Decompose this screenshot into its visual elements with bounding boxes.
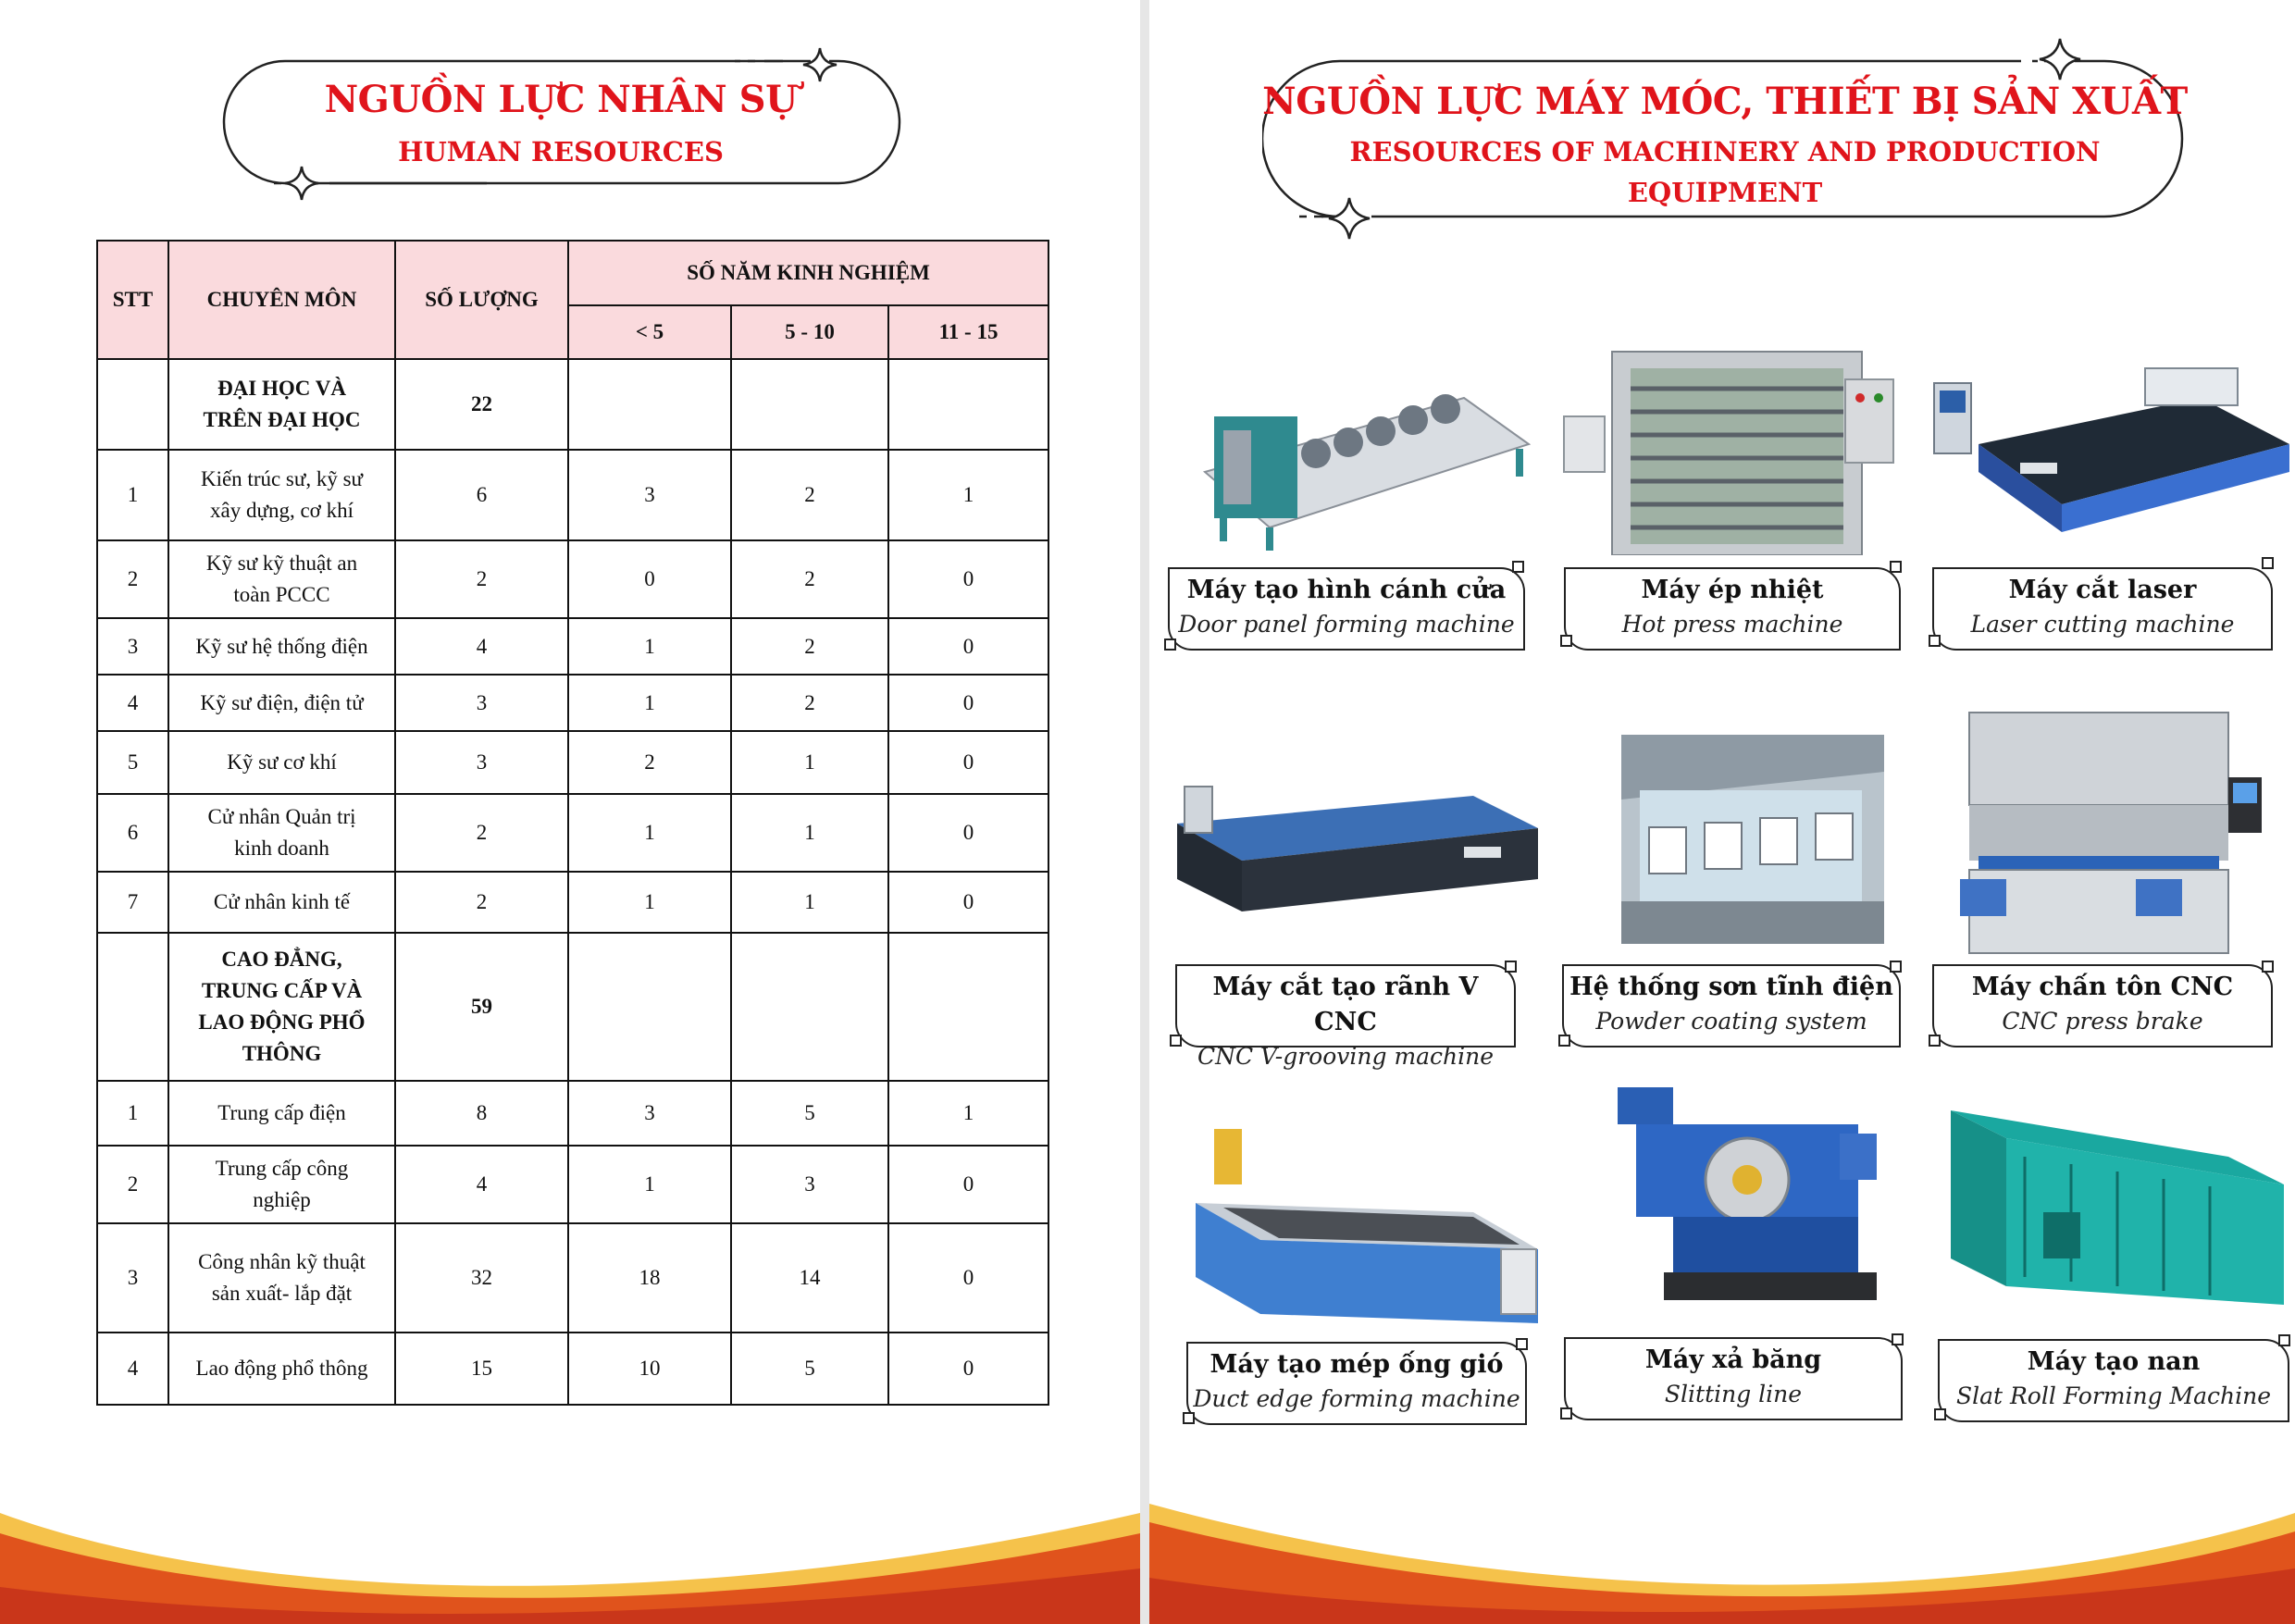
cell-lt5: 1 [568,618,731,675]
cell-5-10: 2 [731,450,888,540]
header-11-15: 11 - 15 [888,305,1048,359]
cell-stt: 4 [97,1333,168,1405]
header-stt: STT [97,241,168,359]
cell-lt5: 0 [568,540,731,618]
machine-label [1564,567,1901,651]
header-kinh-nghiem: SỐ NĂM KINH NGHIỆM [568,241,1048,305]
cell-chuyen-mon: Trung cấp công nghiệp [168,1146,395,1223]
cell-stt: 3 [97,618,168,675]
corner-square-icon [2278,1334,2290,1346]
cell-so-luong: 2 [395,794,568,872]
cell-chuyen-mon: ĐẠI HỌC VÀ TRÊN ĐẠI HỌC [168,359,395,450]
cell-5-10 [731,933,888,1081]
cell-stt: 1 [97,450,168,540]
machine-name-en: CNC V-grooving machine [1197,1043,1495,1070]
cell-5-10: 5 [731,1081,888,1146]
cell-lt5: 1 [568,675,731,731]
bottom-wave-decoration [0,1476,1140,1624]
table-row [97,872,1048,933]
header-lt5: < 5 [568,305,731,359]
cell-lt5: 18 [568,1223,731,1333]
machine-name-vi: Máy ép nhiệt [1641,576,1824,604]
corner-square-icon [1560,635,1572,647]
cell-chuyen-mon: Lao động phổ thông [168,1333,395,1405]
corner-square-icon [1560,1407,1572,1419]
cell-5-10: 1 [731,872,888,933]
laser-cutting-machine-image [1923,342,2293,555]
cell-chuyen-mon: Cử nhân kinh tế [168,872,395,933]
duct-edge-forming-machine-image [1168,1120,1547,1333]
cell-lt5: 3 [568,1081,731,1146]
machine-name-vi: Máy tạo hình cánh cửa [1186,576,1507,604]
page-left [0,0,1140,1624]
machine-card-powder-coating [1557,735,1908,1050]
table-row [97,618,1048,675]
cell-chuyen-mon: Kỹ sư hệ thống điện [168,618,395,675]
cell-11-15 [888,933,1048,1081]
door-panel-machine-image [1168,342,1538,555]
page-subtitle-line-1: RESOURCES OF MACHINERY AND PRODUCTION [1349,136,2101,167]
page-subtitle: HUMAN RESOURCES [398,136,724,167]
machine-label [1186,1342,1527,1425]
cell-so-luong: 59 [395,933,568,1081]
machine-name-vi: Máy tạo nan [2027,1347,2201,1376]
corner-square-icon [1890,961,1902,973]
corner-square-icon [1929,635,1941,647]
cell-11-15: 0 [888,1146,1048,1223]
table-row [97,1146,1048,1223]
cell-lt5 [568,359,731,450]
cell-lt5 [568,933,731,1081]
cell-11-15: 0 [888,1333,1048,1405]
cell-5-10: 1 [731,731,888,794]
press-brake-image [1923,694,2293,962]
table-row [97,794,1048,872]
slat-roll-forming-machine-image [1932,1101,2295,1314]
machine-card-duct-edge [1168,1120,1547,1430]
machine-name-en: Laser cutting machine [1970,611,2235,638]
cell-11-15: 0 [888,872,1048,933]
machine-name-en: Slat Roll Forming Machine [1955,1382,2272,1409]
cell-lt5: 2 [568,731,731,794]
cell-so-luong: 3 [395,675,568,731]
cell-11-15: 0 [888,540,1048,618]
corner-square-icon [1164,638,1176,651]
machine-label [1562,964,1901,1048]
cell-chuyen-mon: CAO ĐẲNG, TRUNG CẤP VÀ LAO ĐỘNG PHỔ THÔNG [168,933,395,1081]
cell-so-luong: 4 [395,618,568,675]
machine-name-vi: Máy xả băng [1644,1345,1822,1374]
cell-lt5: 3 [568,450,731,540]
cell-chuyen-mon: Kỹ sư cơ khí [168,731,395,794]
corner-square-icon [1934,1408,1946,1420]
cell-stt: 4 [97,675,168,731]
machine-card-laser [1923,342,2293,652]
cell-stt: 7 [97,872,168,933]
cell-so-luong: 22 [395,359,568,450]
cell-so-luong: 6 [395,450,568,540]
table-row [97,540,1048,618]
corner-square-icon [1512,561,1524,573]
cell-stt: 5 [97,731,168,794]
machine-name-vi: Máy chấn tôn CNC [1971,973,2234,1001]
cell-5-10 [731,359,888,450]
machine-label [1175,964,1516,1070]
cell-so-luong: 2 [395,872,568,933]
cell-11-15: 1 [888,450,1048,540]
v-grooving-machine-image [1168,740,1538,925]
corner-square-icon [1929,1035,1941,1047]
cell-stt [97,933,168,1081]
machine-name-vi: Hệ thống sơn tĩnh điện [1569,973,1893,1001]
corner-square-icon [1183,1412,1195,1424]
cell-so-luong: 32 [395,1223,568,1333]
cell-so-luong: 8 [395,1081,568,1146]
cell-5-10: 2 [731,675,888,731]
corner-square-icon [1890,561,1902,573]
cell-chuyen-mon: Cử nhân Quản trị kinh doanh [168,794,395,872]
cell-5-10: 2 [731,618,888,675]
cell-11-15: 0 [888,794,1048,872]
machine-card-v-grooving [1168,740,1538,1070]
cell-chuyen-mon: Công nhân kỹ thuật sản xuất- lắp đặt [168,1223,395,1333]
table-row [97,1223,1048,1333]
header-5-10: 5 - 10 [731,305,888,359]
machine-name-vi: Máy cắt tạo rãnh V CNC [1212,973,1479,1036]
slitting-line-image [1562,1078,1914,1328]
cell-chuyen-mon: Kỹ sư kỹ thuật an toàn PCCC [168,540,395,618]
cell-stt: 6 [97,794,168,872]
page-subtitle-line-2: EQUIPMENT [1627,177,1823,208]
machine-name-en: Duct edge forming machine [1193,1385,1520,1412]
machine-name-vi: Máy cắt laser [2008,576,2197,604]
cell-stt: 3 [97,1223,168,1333]
header-so-luong: SỐ LƯỢNG [395,241,568,359]
machine-label [1168,567,1525,651]
machine-name-vi: Máy tạo mép ống gió [1210,1350,1504,1379]
hot-press-machine-image [1557,342,1908,555]
table-row [97,731,1048,794]
table-row [97,675,1048,731]
cell-5-10: 3 [731,1146,888,1223]
cell-so-luong: 3 [395,731,568,794]
cell-11-15: 0 [888,618,1048,675]
machine-label [1932,567,2273,651]
machine-card-slat-roll [1932,1101,2295,1434]
cell-lt5: 1 [568,872,731,933]
table-row [97,359,1048,450]
table-row [97,1333,1048,1405]
powder-coating-system-image [1557,735,1908,948]
machine-label [1938,1339,2289,1422]
machine-name-en: Powder coating system [1595,1008,1867,1035]
sparkle-icon [2038,37,2082,81]
cell-11-15: 1 [888,1081,1048,1146]
cell-so-luong: 15 [395,1333,568,1405]
human-resources-table [96,240,1049,1406]
cell-5-10: 2 [731,540,888,618]
page-title: NGUỒN LỰC MÁY MÓC, THIẾT BỊ SẢN XUẤT [1262,80,2188,123]
header-chuyen-mon: CHUYÊN MÔN [168,241,395,359]
page-title: NGUỒN LỰC NHÂN SỰ [324,78,798,121]
cell-chuyen-mon: Kiến trúc sư, kỹ sư xây dựng, cơ khí [168,450,395,540]
machine-name-en: Hot press machine [1621,611,1843,638]
page-gutter [1140,0,1149,1624]
cell-so-luong: 4 [395,1146,568,1223]
cell-lt5: 10 [568,1333,731,1405]
machine-card-door-panel [1168,342,1538,652]
cell-11-15: 0 [888,1223,1048,1333]
machine-label [1932,964,2273,1048]
cell-chuyen-mon: Trung cấp điện [168,1081,395,1146]
cell-5-10: 14 [731,1223,888,1333]
corner-square-icon [2262,961,2274,973]
machine-name-en: Slitting line [1664,1381,1803,1407]
cell-stt: 1 [97,1081,168,1146]
machine-label [1564,1337,1903,1420]
corner-square-icon [1170,1035,1182,1047]
table-row [97,933,1048,1081]
machine-name-en: Door panel forming machine [1178,611,1515,638]
page-right [1149,0,2295,1624]
cell-11-15 [888,359,1048,450]
machinery-title-frame [1262,43,2188,237]
corner-square-icon [1892,1333,1904,1345]
corner-square-icon [2262,557,2274,569]
bottom-wave-decoration [1149,1476,2295,1624]
human-resources-title-frame [209,48,912,196]
machine-name-en: CNC press brake [2002,1008,2203,1035]
cell-stt [97,359,168,450]
corner-square-icon [1516,1338,1528,1350]
machine-card-slitting [1562,1078,1914,1430]
cell-stt: 2 [97,540,168,618]
cell-so-luong: 2 [395,540,568,618]
machine-card-press-brake [1923,694,2293,1050]
cell-11-15: 0 [888,731,1048,794]
machine-card-hot-press [1557,342,1908,652]
table-row [97,450,1048,540]
corner-square-icon [1505,961,1517,973]
cell-lt5: 1 [568,794,731,872]
corner-square-icon [1558,1035,1570,1047]
cell-11-15: 0 [888,675,1048,731]
cell-5-10: 1 [731,794,888,872]
cell-5-10: 5 [731,1333,888,1405]
cell-chuyen-mon: Kỹ sư điện, điện tử [168,675,395,731]
cell-lt5: 1 [568,1146,731,1223]
cell-stt: 2 [97,1146,168,1223]
table-row [97,1081,1048,1146]
